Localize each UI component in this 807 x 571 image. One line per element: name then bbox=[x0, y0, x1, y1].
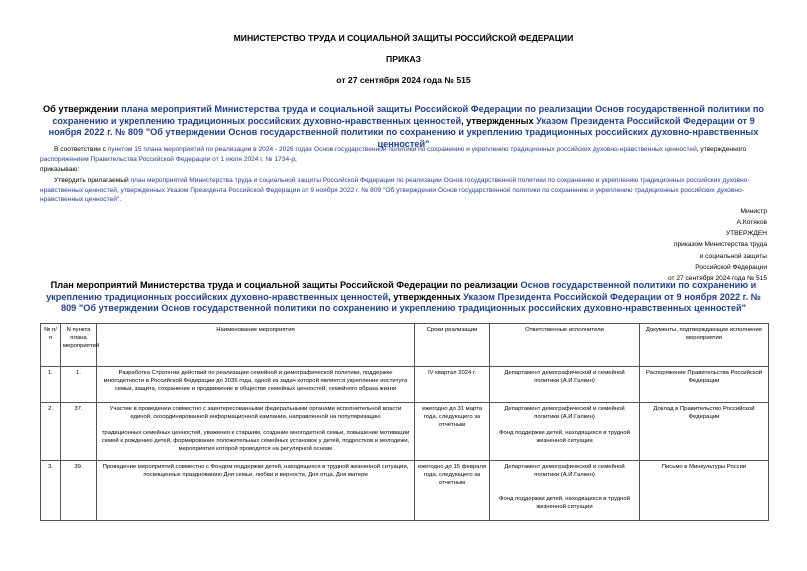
cell-term: IV квартал 2024 г. bbox=[415, 367, 490, 403]
table-header-row bbox=[41, 324, 769, 367]
header-point: N пункта плана мероприятий bbox=[61, 324, 97, 367]
approval-line-4: Российской Федерации bbox=[695, 263, 767, 271]
cell-num: 3. bbox=[41, 461, 61, 521]
signature-name: А.Котяков bbox=[736, 219, 767, 227]
cell-point: 37. bbox=[61, 403, 97, 461]
header-documents: Документы, подтверждающие исполнение мероприятия bbox=[640, 324, 769, 367]
executor-1: Департамент демографической и семейной политики (А.И.Галкин) bbox=[504, 370, 625, 384]
cell-point: 39. bbox=[61, 461, 97, 521]
heading-link-plan[interactable]: плана мероприятий Министерства труда и социальной защиты Российской Федерации по реализации Основ государственной политики по сохранению и укреплению традиционных российских духовно-нравственных ценностей bbox=[52, 104, 764, 126]
cell-document: Распоряжение Правительства Российской Федерации bbox=[640, 367, 769, 403]
order-title: ПРИКАЗ bbox=[386, 54, 421, 64]
cell-num: 1. bbox=[41, 367, 61, 403]
table-row bbox=[41, 461, 769, 521]
cell-executors bbox=[490, 403, 640, 461]
name-part-1: Участие в проведении совместно с заинтересованными федеральными органами исполнительной власти единой, скоординированной информационной кампании, направленной на популяризацию bbox=[109, 406, 402, 420]
heading-link-decree[interactable]: Указом Президента Российской Федерации от 9 ноября 2022 г. № 809 "Об утверждении Основ государственной политики по сохранению и укреплению традиционных российских духовно-нравственных ценностей" bbox=[48, 115, 759, 149]
plan-title-link-basics[interactable]: Основ государственной политики по сохранению и укреплению традиционных российских духовно-нравственных ценностей bbox=[46, 280, 757, 302]
cell-point: 1. bbox=[61, 367, 97, 403]
table-row bbox=[41, 403, 769, 461]
paragraph-basis bbox=[40, 145, 768, 164]
para3-link-plan[interactable]: план мероприятий Министерства труда и социальной защиты Российской Федерации по реализации Основ государственной политики по сохранению и укреплению традиционных российских духовно-нравственных ценностей, утвержденных Указом Президента Российской Федерации от 9 ноября 2022 г. № 809 "Об утверждении Основ государственной политики по сохранению и укреплению традиционных российских духовно-нравственных ценностей" bbox=[40, 177, 750, 203]
paragraph-order-word: приказываю: bbox=[40, 166, 80, 173]
cell-name: Разработка Стратегии действий по реализации семейной и демографической политики, поддержке многодетности в Российской Федерации до 2036 года, одной из задач которой является укрепление института семьи, защита, сохранение и продвижение в обществе семейных ценностей, семейного образа жизни bbox=[97, 367, 415, 403]
para1-link-plan-point[interactable]: пунктом 15 плана мероприятий по реализации в 2024 - 2026 годах Основ государственной политики по сохранению и укреплению традиционных российских духовно-нравственных ценностей bbox=[107, 146, 697, 153]
executor-1: Департамент демографической и семейной политики (А.И.Галкин) bbox=[504, 406, 625, 420]
cell-term: ежегодно до 15 февраля года, следующего за отчетным bbox=[415, 461, 490, 521]
approval-line-5: от 27 сентября 2024 года № 515 bbox=[667, 275, 767, 283]
signature-role: Министр bbox=[740, 208, 767, 215]
signature-block bbox=[737, 206, 767, 229]
heading-middle: , утвержденных bbox=[461, 115, 534, 126]
para1-text-b: , утвержденного bbox=[696, 146, 747, 153]
cell-num: 2. bbox=[41, 403, 61, 461]
para3-text-b: . bbox=[119, 196, 122, 203]
executor-2: Фонд поддержки детей, находящихся в трудной жизненной ситуации bbox=[499, 496, 630, 510]
header-executors: Ответственные исполнители bbox=[490, 324, 640, 367]
cell-term: ежегодно до 31 марта года, следующего за отчетным bbox=[415, 403, 490, 461]
header-num: № п/п bbox=[41, 324, 61, 367]
name-part-2: традиционных семейных ценностей, уважения к старшим, создание многодетной семьи, повышение мотивации семей к рождению детей, формирование положительных семейных установок у детей, подростков и молодежи, мероприятия которой проводятся на регулярной основе bbox=[101, 430, 410, 452]
plan-title-middle: , утвержденных bbox=[388, 291, 461, 302]
order-date: от 27 сентября 2024 года № 515 bbox=[336, 75, 471, 85]
cell-name: Проведение мероприятий совместно с Фондом поддержки детей, находящихся в трудной жизненной ситуации, посвященных празднованию Дня семьи, любви и верности, Дня отца, Дня матери bbox=[97, 461, 415, 521]
approval-block bbox=[668, 228, 767, 284]
plan-title bbox=[40, 280, 767, 315]
approval-line-1: УТВЕРЖДЕН bbox=[725, 230, 767, 237]
ministry-name: МИНИСТЕРСТВО ТРУДА И СОЦИАЛЬНОЙ ЗАЩИТЫ РОССИЙСКОЙ ФЕДЕРАЦИИ bbox=[233, 33, 574, 43]
paragraph-approve bbox=[40, 176, 768, 205]
order-heading bbox=[40, 104, 767, 150]
cell-executors bbox=[490, 367, 640, 403]
plan-table bbox=[40, 323, 769, 521]
para3-text-a: Утвердить прилагаемый bbox=[54, 177, 129, 184]
para1-text-a: В соответствии с bbox=[54, 146, 106, 153]
cell-document: Доклад в Правительство Российской Федерации bbox=[640, 403, 769, 461]
para1-text-c: , bbox=[295, 155, 297, 163]
cell-executors bbox=[490, 461, 640, 521]
plan-title-prefix: План мероприятий Министерства труда и социальной защиты Российской Федерации по реализации bbox=[50, 280, 518, 290]
cell-name bbox=[97, 403, 415, 461]
executor-2: Фонд поддержки детей, находящихся в трудной жизненной ситуации bbox=[499, 430, 630, 444]
plan-title-link-decree[interactable]: Указом Президента Российской Федерации от 9 ноября 2022 г. № 809 "Об утверждении Основ государственной политики по сохранению и укреплению традиционных российских духовно-нравственных ценностей" bbox=[60, 291, 761, 313]
cell-document: Письмо в Минкультуры России bbox=[640, 461, 769, 521]
approval-line-2: приказом Министерства труда bbox=[673, 241, 767, 249]
heading-prefix: Об утверждении bbox=[42, 104, 119, 114]
header-name: Наименование мероприятия bbox=[97, 324, 415, 367]
table-row bbox=[41, 367, 769, 403]
para1-link-order[interactable]: распоряжением Правительства Российской Федерации от 1 июля 2024 г. № 1734-р bbox=[40, 155, 295, 163]
approval-line-3: и социальной защиты bbox=[699, 252, 767, 260]
executor-1: Департамент демографической и семейной политики (А.И.Галкин) bbox=[504, 464, 625, 478]
header-term: Сроки реализации bbox=[415, 324, 490, 367]
